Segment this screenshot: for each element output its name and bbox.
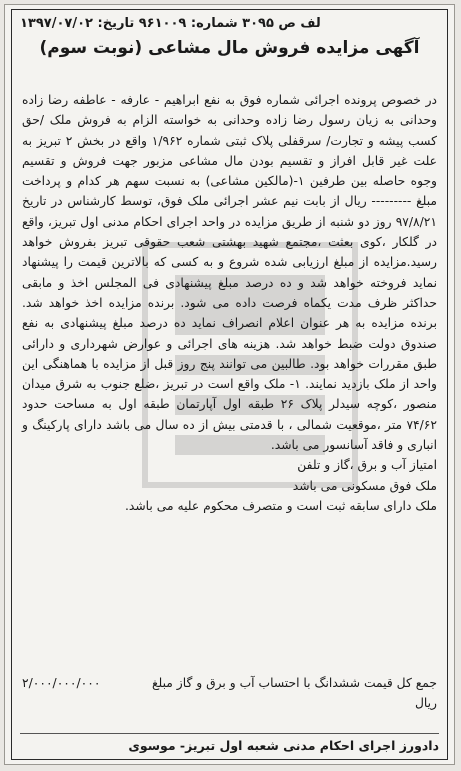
notice-body: [22, 90, 437, 516]
total-amount: ۲/۰۰۰/۰۰۰/۰۰۰: [22, 676, 101, 690]
body-paragraph: ملک فوق مسکونی می باشد: [292, 478, 437, 493]
signature-line: دادورز اجرای احکام مدنی شعبه اول تبریز- موسوی: [20, 733, 439, 753]
notice-title: آگهی مزایده فروش مال مشاعی (نوبت سوم): [39, 38, 420, 58]
notice-frame: [11, 9, 448, 760]
total-label: جمع کل قیمت ششدانگ با احتساب آب و برق و گاز مبلغ: [151, 676, 437, 690]
reference-line: لف ص ۳۰۹۵ شماره: ۹۶۱۰۰۹ تاریخ: ۱۳۹۷/۰۷/۰۲: [20, 16, 321, 31]
total-price-row: [22, 673, 437, 713]
body-paragraph: امتیاز آب و برق ،گاز و تلفن: [297, 458, 437, 473]
total-currency: ریال: [414, 696, 437, 710]
body-paragraph: در خصوص پرونده اجرائی شماره فوق به نفع ابراهیم - عارفه - عاطفه رضا زاده وحدانی به زیان رسول رضا زاده وحدانی به خواسته الزام به فروش ملک /حق کسب پیشه و تجارت/ سرقفلی پلاک ثبتی شماره ۱/۹۶۲ واقع در بخش ۲ تبریز به علت غیر قابل افراز و تقسیم بودن مال مشاعی مزبور جهت فروش و تقسیم وجوه حاصله بین طرفین ۱-(مالکین مشاعی) به نسبت سهم هر کدام و پرداخت مبلغ --------- ریال از بابت نیم عشر اجرائی ملک فوق، توسط کارشناس در تاریخ ۹۷/۸/۲۱ روز دو شنبه از طریق مزایده در واحد اجرای احکام مدنی اول تبریز، واقع در گلکار ،کوی بعثت ،مجتمع شهید بهشتی شعب حقوقی تبریز بفروش خواهد رسید.مزایده از مبلغ ارزیابی شده شروع و به کسی که بالاترین قیمت را پیشنهاد نماید فروخته خواهد شد و ده درصد مبلغ پیشنهادی فی المجلس اخذ و مابقی حداکثر ظرف مدت یکماه فرصت داده می شود. برنده مزایده اخذ خواهد شد. برنده مزایده به هر عنوان اعلام انصراف نماید ده درصد مبلغ پیشنهادی به نفع صندوق دولت ضبط خواهد شد. هزینه های اجرائی و عوارض شهرداری و دارائی طبق مقررات خواهد بود. طالبین می توانند پنج روز قبل از مزایده با هماهنگی این واحد از ملک بازدید نمایند. ۱- ملک واقع است در تبریز ،ضلع جنوب به شرق میدان منصور ،کوچه سیدلر پلاک ۲۶ طبقه اول آپارتمان طبقه اول به مساحت حدود ۷۴/۶۲ متر ،موقعیت شمالی ، با قدمتی بیش از ده سال می باشد دارای پارکینگ و انباری و فاقد آسانسور می باشد.: [22, 93, 437, 453]
body-paragraph: ملک دارای سابقه ثبت است و متصرف محکوم علیه می باشد.: [124, 498, 437, 513]
notice-page: [4, 4, 455, 765]
